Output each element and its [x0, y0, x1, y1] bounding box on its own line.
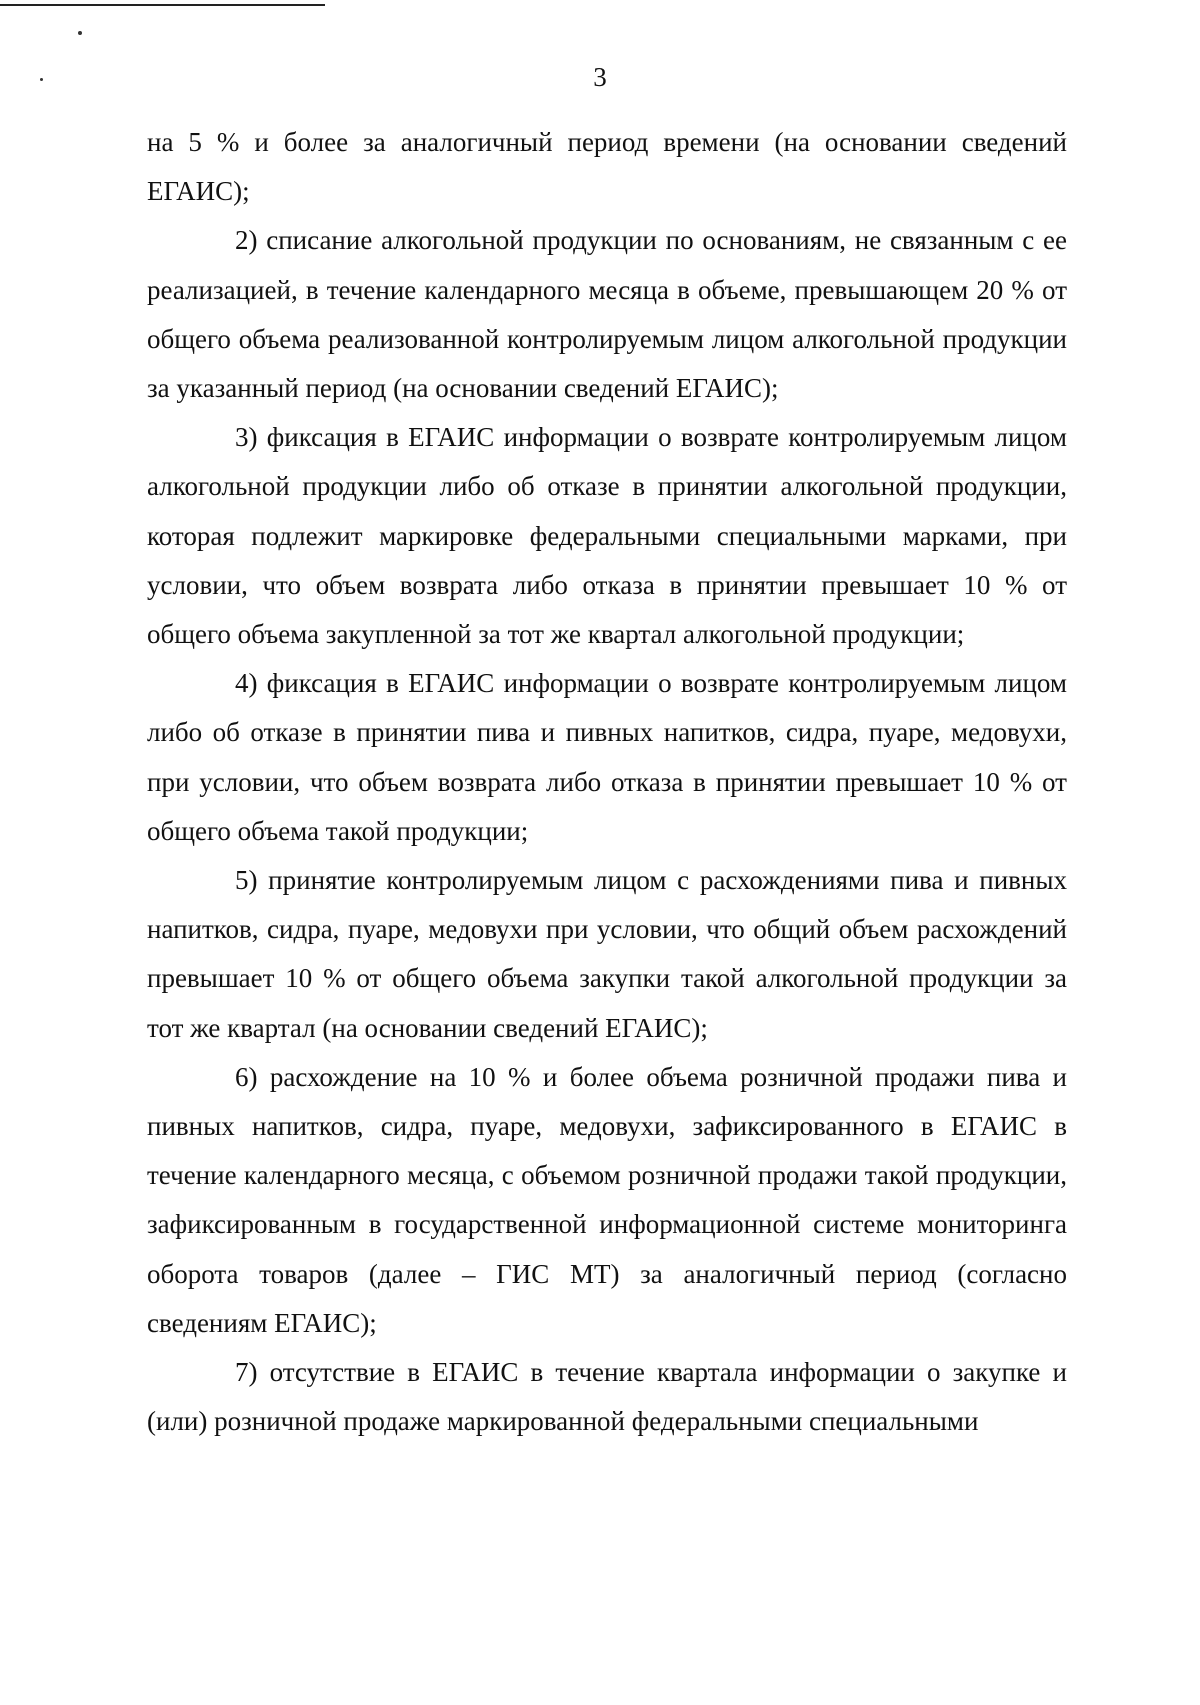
paragraph-continuation: на 5 % и более за аналогичный период времени (на основании сведений ЕГАИС); — [147, 127, 1067, 207]
list-item-4: 4) фиксация в ЕГАИС информации о возврате контролируемым лицом либо об отказе в принятии пива и пивных напитков, сидра, пуаре, медовухи, при условии, что объем возврата либо отказа в принятии превышает 10 % от общего объема такой продукции; — [147, 668, 1067, 846]
list-item-6: 6) расхождение на 10 % и более объема розничной продажи пива и пивных напитков, сидра, пуаре, медовухи, зафиксированного в ЕГАИС в течение календарного месяца, с объемом розничной продажи такой продукции, зафиксированным в государственной информационной системе мониторинга оборота товаров (далее – ГИС МТ) за аналогичный период (согласно сведениям ЕГАИС); — [147, 1061, 1067, 1338]
list-item-2: 2) списание алкогольной продукции по основаниям, не связанным с ее реализацией, в течение календарного месяца в объеме, превышающем 20 % от общего объема реализованной контролируемым лицом алкогольной продукции за указанный период (на основании сведений ЕГАИС); — [147, 225, 1067, 404]
page-number: 3 — [593, 62, 607, 92]
list-item-5: 5) принятие контролируемым лицом с расхождениями пива и пивных напитков, сидра, пуаре, медовухи при условии, что общий объем расхождений превышает 10 % от общего объема закупки такой алкогольной продукции за тот же квартал (на основании сведений ЕГАИС); — [147, 865, 1067, 1043]
scan-top-rule — [0, 4, 325, 6]
list-item-3: 3) фиксация в ЕГАИС информации о возврате контролируемым лицом алкогольной продукции либо об отказе в принятии алкогольной продукции, которая подлежит маркировке федеральными специальными марками, при условии, что объем возврата либо отказа в принятии превышает 10 % от общего объема закупленной за тот же квартал алкогольной продукции; — [147, 422, 1067, 650]
list-item-7: 7) отсутствие в ЕГАИС в течение квартала информации о закупке и (или) розничной продаже маркированной федеральными специальными — [147, 1357, 1067, 1437]
document-body — [147, 118, 1067, 1446]
scan-speck — [78, 31, 82, 35]
